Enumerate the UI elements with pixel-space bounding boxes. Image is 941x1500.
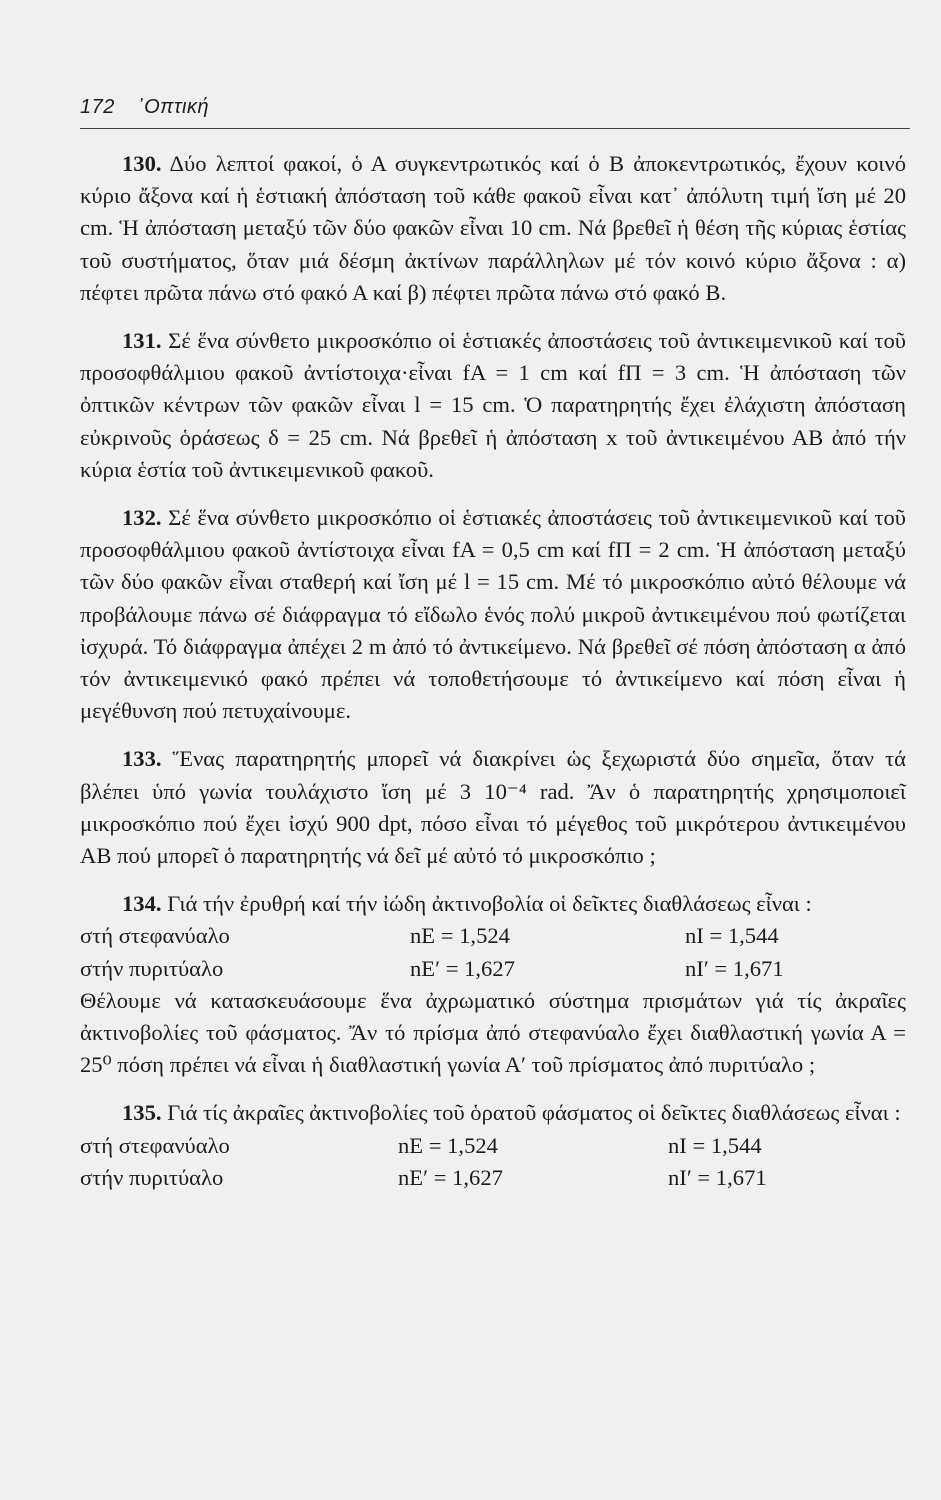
problem-text: Σέ ἕνα σύνθετο μικροσκόπιο οἱ ἑστιακές ἀποστάσεις τοῦ ἀντικειμενικοῦ καί τοῦ προσοφθάλμιου φακοῦ ἀντίστοιχα·εἶναι fΑ = 1 cm καί fΠ = 3 cm. Ἡ ἀπόσταση τῶν ὀπτικῶν κέντρων τῶν φακῶν εἶναι l = 15 cm. Ὁ παρατηρητής ἔχει ἐλάχιστη ἀπόσταση εὐκρινοῦς ὁράσεως δ = 25 cm. Νά βρεθεῖ ἡ ἀπόσταση x τοῦ ἀντικειμένου ΑΒ ἀπό τήν κύρια ἑστία τοῦ ἀντικειμενικοῦ φακοῦ. [80, 328, 906, 482]
index-red: nE = 1,524 [410, 923, 510, 949]
problem-number: 133. [122, 746, 162, 772]
running-header [80, 96, 209, 119]
index-row-crown-glass [80, 1130, 906, 1162]
material-label: στή στεφανύαλο [80, 923, 230, 949]
index-row-flint-glass [80, 953, 906, 985]
header-rule [80, 128, 910, 129]
problem-text: Ἕνας παρατηρητής μπορεῖ νά διακρίνει ὡς ξεχωριστά δύο σημεῖα, ὅταν τά βλέπει ὑπό γωνία τουλάχιστο ἴση μέ 3 10⁻⁴ rad. Ἄν ὁ παρατηρητής χρησιμοποιεῖ μικροσκόπιο πού ἔχει ἰσχύ 900 dpt, πόσο εἶναι τό μέγεθος τοῦ μικρότερου ἀντικειμένου ΑΒ πού μπορεῖ ὁ παρατηρητής νά δεῖ μέ αὐτό τό μικροσκόπιο ; [80, 746, 906, 869]
problem-number: 131. [122, 328, 162, 354]
index-red: nE′ = 1,627 [398, 1164, 503, 1190]
problem-133 [80, 743, 906, 872]
problem-number: 130. [122, 151, 162, 176]
index-violet: nI′ = 1,671 [685, 955, 784, 981]
index-red: nE′ = 1,627 [410, 955, 515, 981]
problem-intro: Γιά τήν ἐρυθρή καί τήν ἰώδη ἀκτινοβολία οἱ δεῖκτες διαθλάσεως εἶναι : [167, 891, 812, 917]
problem-131 [80, 325, 906, 486]
problem-intro: Γιά τίς ἀκραῖες ἀκτινοβολίες τοῦ ὁρατοῦ φάσματος οἱ δεῖκτες διαθλάσεως εἶναι : [167, 1100, 901, 1126]
index-red: nE = 1,524 [398, 1132, 498, 1158]
problem-135 [80, 1097, 906, 1194]
index-violet: nI = 1,544 [685, 923, 779, 949]
problem-130 [80, 148, 906, 309]
index-violet: nI = 1,544 [668, 1132, 762, 1158]
problem-question: Θέλουμε νά κατασκευάσουμε ἕνα ἀχρωματικό σύστημα πρισμάτων γιά τίς ἀκραῖες ἀκτινοβολίες τοῦ φάσματος. Ἄν τό πρίσμα ἀπό στεφανύαλο ἔχει διαθλαστική γωνία Α = 25⁰ πόση πρέπει νά εἶναι ἡ διαθλαστική γωνία Α′ τοῦ πρίσματος ἀπό πυριτύαλο ; [80, 987, 906, 1078]
material-label: στή στεφανύαλο [80, 1132, 230, 1158]
index-row-crown-glass [80, 920, 906, 952]
page-number: 172 [80, 96, 115, 118]
index-violet: nI′ = 1,671 [668, 1164, 767, 1190]
problem-number: 134. [122, 891, 162, 917]
problem-132 [80, 502, 906, 727]
problem-134 [80, 888, 906, 1081]
section-title: ᾿Οπτική [136, 96, 210, 118]
material-label: στήν πυριτύαλο [80, 955, 224, 981]
problem-number: 135. [122, 1100, 162, 1126]
material-label: στήν πυριτύαλο [80, 1164, 224, 1190]
page-body [80, 148, 906, 1194]
problem-text: Σέ ἕνα σύνθετο μικροσκόπιο οἱ ἑστιακές ἀποστάσεις τοῦ ἀντικειμενικοῦ καί τοῦ προσοφθάλμιου φακοῦ ἀντίστοιχα εἶναι fΑ = 0,5 cm καί fΠ = 2 cm. Ἡ ἀπόσταση μεταξύ τῶν δύο φακῶν εἶναι σταθερή καί ἴση μέ l = 15 cm. Μέ τό μικροσκόπιο αὐτό θέλουμε νά προβάλουμε πάνω σέ διάφραγμα τό εἴδωλο ἑνός πολύ μικροῦ ἀντικειμένου πού φωτίζεται ἰσχυρά. Τό διάφραγμα ἀπέχει 2 m ἀπό τό ἀντικείμενο. Νά βρεθεῖ σέ πόση ἀπόσταση α ἀπό τόν ἀντικειμενικό φακό πρέπει νά τοποθετήσουμε τό ἀντικείμενο καί πόση εἶναι ἡ μεγέθυνση πού πετυχαίνουμε. [80, 505, 906, 724]
index-row-flint-glass [80, 1162, 906, 1194]
problem-number: 132. [122, 505, 162, 531]
problem-text: Δύο λεπτοί φακοί, ὁ Α συγκεντρωτικός καί ὁ Β ἀποκεντρωτικός, ἔχουν κοινό κύριο ἄξονα καί ἡ ἑστιακή ἀπόσταση τοῦ κάθε φακοῦ εἶναι κατ᾿ ἀπόλυτη τιμή ἴση μέ 20 cm. Ἡ ἀπόσταση μεταξύ τῶν δύο φακῶν εἶναι 10 cm. Νά βρεθεῖ ἡ θέση τῆς κύριας ἑστίας τοῦ συστήματος, ὅταν μιά δέσμη ἀκτίνων παράλληλων μέ τόν κοινό κύριο ἄξονα : α) πέφτει πρῶτα πάνω στό φακό Α καί β) πέφτει πρῶτα πάνω στό φακό Β. [80, 151, 906, 305]
